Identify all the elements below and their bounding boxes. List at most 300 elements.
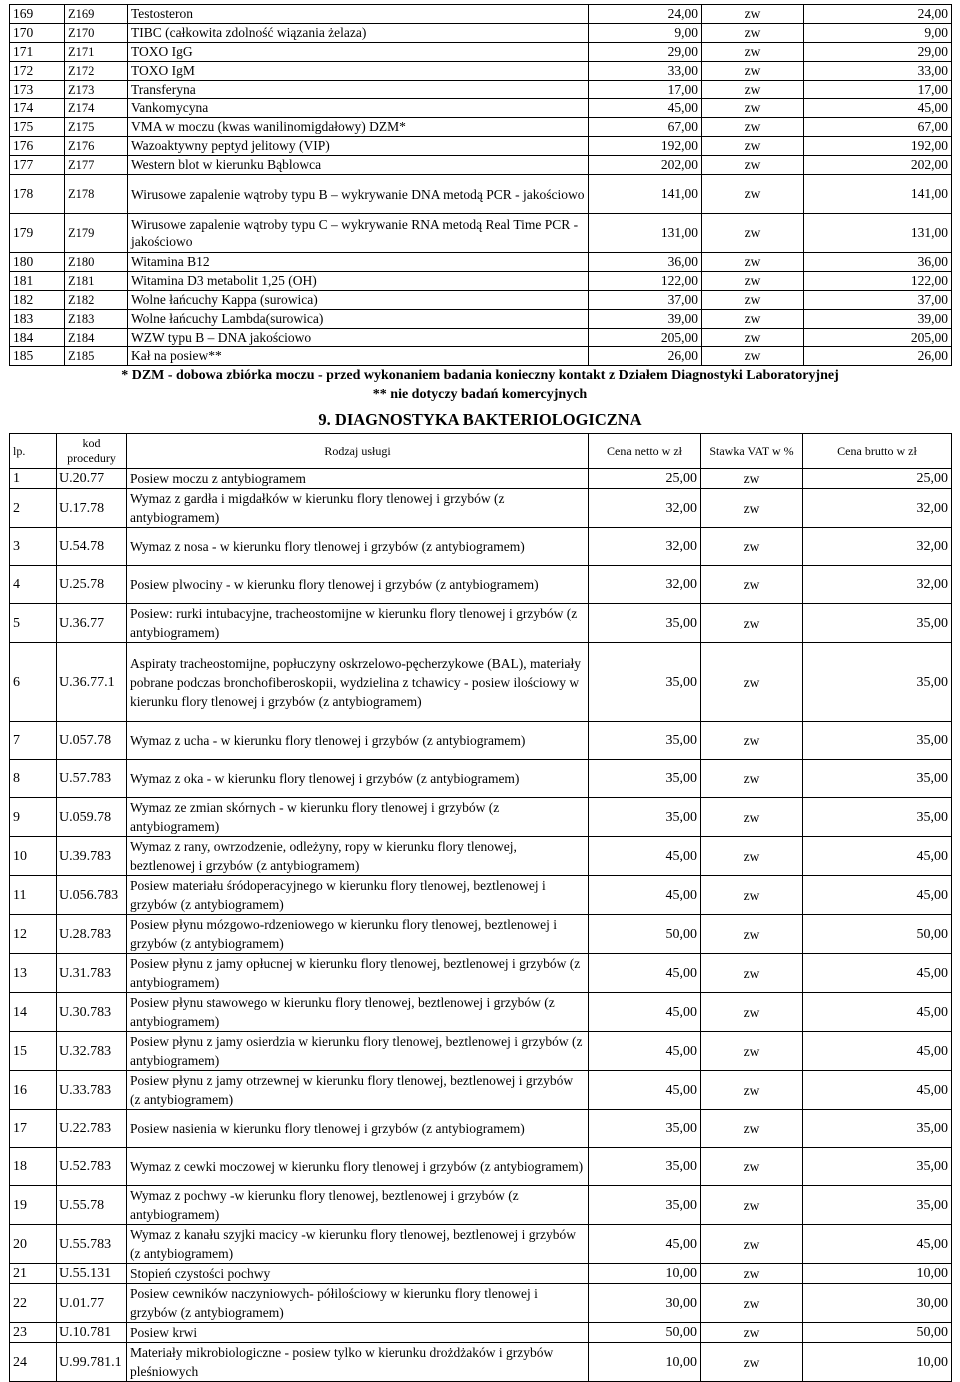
row-netto: 141,00 bbox=[589, 175, 702, 214]
row-lp: 178 bbox=[10, 175, 65, 214]
row-netto: 45,00 bbox=[589, 876, 701, 915]
row-usluga: Testosteron bbox=[128, 5, 589, 24]
row-netto: 45,00 bbox=[589, 1071, 701, 1110]
table-row bbox=[10, 253, 952, 272]
row-netto: 25,00 bbox=[589, 469, 701, 489]
row-kod: Z178 bbox=[65, 175, 128, 214]
row-brutto: 10,00 bbox=[803, 1264, 952, 1284]
row-netto: 32,00 bbox=[589, 489, 701, 528]
row-brutto: 17,00 bbox=[804, 80, 952, 99]
row-vat: zw bbox=[702, 61, 804, 80]
row-netto: 26,00 bbox=[589, 347, 702, 366]
table-row bbox=[10, 722, 952, 760]
row-brutto: 45,00 bbox=[803, 993, 952, 1032]
table-row bbox=[10, 80, 952, 99]
row-brutto: 32,00 bbox=[803, 528, 952, 566]
header-brutto: Cena brutto w zł bbox=[803, 434, 952, 469]
row-vat: zw bbox=[702, 309, 804, 328]
row-lp: 22 bbox=[10, 1284, 57, 1323]
row-usluga: Posiew cewników naczyniowych- półilościowy w kierunku flory tlenowej i grzybów (z antybiogramem) bbox=[127, 1284, 589, 1323]
header-vat: Stawka VAT w % bbox=[701, 434, 803, 469]
row-lp: 10 bbox=[10, 837, 57, 876]
row-kod: Z177 bbox=[65, 156, 128, 175]
row-lp: 173 bbox=[10, 80, 65, 99]
row-usluga: Stopień czystości pochwy bbox=[127, 1264, 589, 1284]
row-netto: 67,00 bbox=[589, 118, 702, 137]
row-kod: U.54.78 bbox=[57, 528, 127, 566]
row-usluga: Vankomycyna bbox=[128, 99, 589, 118]
row-usluga: Posiew płynu z jamy opłucnej w kierunku flory tlenowej, beztlenowej i grzybów (z antybiogramem) bbox=[127, 954, 589, 993]
row-kod: U.99.781.1 bbox=[57, 1343, 127, 1382]
row-kod: Z184 bbox=[65, 328, 128, 347]
row-netto: 32,00 bbox=[589, 528, 701, 566]
table-row bbox=[10, 1032, 952, 1071]
row-usluga: Wolne łańcuchy Lambda(surowica) bbox=[128, 309, 589, 328]
footnote-commercial: ** nie dotyczy badań komercyjnych bbox=[372, 387, 588, 403]
row-lp: 9 bbox=[10, 798, 57, 837]
row-vat: zw bbox=[701, 1110, 803, 1148]
row-lp: 20 bbox=[10, 1225, 57, 1264]
row-lp: 176 bbox=[10, 137, 65, 156]
row-kod: U.36.77 bbox=[57, 604, 127, 643]
row-kod: U.056.783 bbox=[57, 876, 127, 915]
row-kod: Z179 bbox=[65, 214, 128, 253]
row-usluga: Materiały mikrobiologiczne - posiew tylko w kierunku drożdżaków i grzybów pleśniowych bbox=[127, 1343, 589, 1382]
row-netto: 35,00 bbox=[589, 1110, 701, 1148]
row-vat: zw bbox=[701, 876, 803, 915]
row-kod: Z169 bbox=[65, 5, 128, 24]
row-lp: 180 bbox=[10, 253, 65, 272]
row-vat: zw bbox=[701, 643, 803, 722]
row-usluga: Posiew: rurki intubacyjne, tracheostomijne w kierunku flory tlenowej i grzybów (z antybiogramem) bbox=[127, 604, 589, 643]
row-netto: 35,00 bbox=[589, 1186, 701, 1225]
row-vat: zw bbox=[702, 80, 804, 99]
row-lp: 7 bbox=[10, 722, 57, 760]
row-lp: 6 bbox=[10, 643, 57, 722]
row-usluga: Wymaz z gardła i migdałków w kierunku flory tlenowej i grzybów (z antybiogramem) bbox=[127, 489, 589, 528]
row-brutto: 35,00 bbox=[803, 722, 952, 760]
row-netto: 45,00 bbox=[589, 837, 701, 876]
row-kod: U.33.783 bbox=[57, 1071, 127, 1110]
table-row bbox=[10, 271, 952, 290]
row-kod: U.10.781 bbox=[57, 1323, 127, 1343]
row-vat: zw bbox=[702, 347, 804, 366]
row-brutto: 25,00 bbox=[803, 469, 952, 489]
row-netto: 50,00 bbox=[589, 1323, 701, 1343]
row-usluga: Aspiraty tracheostomijne, popłuczyny oskrzelowo-pęcherzykowe (BAL), materiały pobrane podczas bronchofiberoskopii, wydzielina z tchawicy - posiew ilościowy w kierunku flory tlenowej i grzybów (z antybiogramem) bbox=[127, 643, 589, 722]
row-netto: 45,00 bbox=[589, 1225, 701, 1264]
row-vat: zw bbox=[701, 1071, 803, 1110]
row-netto: 205,00 bbox=[589, 328, 702, 347]
row-usluga: Posiew płynu z jamy osierdzia w kierunku flory tlenowej, beztlenowej i grzybów (z antybiogramem) bbox=[127, 1032, 589, 1071]
row-kod: Z173 bbox=[65, 80, 128, 99]
row-kod: U.55.783 bbox=[57, 1225, 127, 1264]
row-lp: 1 bbox=[10, 469, 57, 489]
table-row bbox=[10, 954, 952, 993]
row-lp: 13 bbox=[10, 954, 57, 993]
table-row bbox=[10, 528, 952, 566]
row-usluga: Transferyna bbox=[128, 80, 589, 99]
row-brutto: 122,00 bbox=[804, 271, 952, 290]
row-lp: 4 bbox=[10, 566, 57, 604]
row-netto: 35,00 bbox=[589, 643, 701, 722]
row-brutto: 37,00 bbox=[804, 290, 952, 309]
table-row bbox=[10, 993, 952, 1032]
row-lp: 2 bbox=[10, 489, 57, 528]
row-lp: 21 bbox=[10, 1264, 57, 1284]
row-kod: U.20.77 bbox=[57, 469, 127, 489]
row-netto: 122,00 bbox=[589, 271, 702, 290]
table-row bbox=[10, 290, 952, 309]
row-usluga: Kał na posiew** bbox=[128, 347, 589, 366]
row-brutto: 45,00 bbox=[803, 876, 952, 915]
row-usluga: VMA w moczu (kwas wanilinomigdałowy) DZM* bbox=[128, 118, 589, 137]
row-lp: 181 bbox=[10, 271, 65, 290]
table-row bbox=[10, 309, 952, 328]
lab-tests-table bbox=[9, 4, 952, 366]
row-netto: 35,00 bbox=[589, 604, 701, 643]
row-usluga: Wymaz z oka - w kierunku flory tlenowej i grzybów (z antybiogramem) bbox=[127, 760, 589, 798]
row-usluga: Posiew moczu z antybiogramem bbox=[127, 469, 589, 489]
row-lp: 24 bbox=[10, 1343, 57, 1382]
row-brutto: 26,00 bbox=[804, 347, 952, 366]
row-usluga: Wymaz z cewki moczowej w kierunku flory tlenowej i grzybów (z antybiogramem) bbox=[127, 1148, 589, 1186]
table-row bbox=[10, 469, 952, 489]
row-lp: 183 bbox=[10, 309, 65, 328]
bacteriology-table-body bbox=[10, 469, 952, 1382]
row-usluga: Wirusowe zapalenie wątroby typu C – wykrywanie RNA metodą Real Time PCR - jakościowo bbox=[128, 214, 589, 253]
table-row bbox=[10, 1323, 952, 1343]
row-netto: 35,00 bbox=[589, 722, 701, 760]
row-lp: 12 bbox=[10, 915, 57, 954]
table-row bbox=[10, 1110, 952, 1148]
row-netto: 45,00 bbox=[589, 1032, 701, 1071]
row-netto: 202,00 bbox=[589, 156, 702, 175]
row-lp: 15 bbox=[10, 1032, 57, 1071]
row-usluga: Wymaz z ucha - w kierunku flory tlenowej i grzybów (z antybiogramem) bbox=[127, 722, 589, 760]
row-usluga: Wymaz z nosa - w kierunku flory tlenowej i grzybów (z antybiogramem) bbox=[127, 528, 589, 566]
row-vat: zw bbox=[702, 23, 804, 42]
row-usluga: Posiew krwi bbox=[127, 1323, 589, 1343]
row-kod: U.36.77.1 bbox=[57, 643, 127, 722]
row-lp: 174 bbox=[10, 99, 65, 118]
row-lp: 18 bbox=[10, 1148, 57, 1186]
row-netto: 35,00 bbox=[589, 1148, 701, 1186]
row-brutto: 45,00 bbox=[804, 99, 952, 118]
row-kod: Z183 bbox=[65, 309, 128, 328]
row-usluga: TIBC (całkowita zdolność wiązania żelaza) bbox=[128, 23, 589, 42]
header-kod: kod procedury bbox=[57, 434, 127, 469]
row-vat: zw bbox=[701, 1148, 803, 1186]
table-row bbox=[10, 604, 952, 643]
row-brutto: 10,00 bbox=[803, 1343, 952, 1382]
row-netto: 35,00 bbox=[589, 760, 701, 798]
table-row bbox=[10, 328, 952, 347]
bacteriology-table bbox=[9, 433, 952, 1382]
row-netto: 45,00 bbox=[589, 954, 701, 993]
row-netto: 29,00 bbox=[589, 42, 702, 61]
table-row bbox=[10, 23, 952, 42]
row-netto: 32,00 bbox=[589, 566, 701, 604]
row-kod: U.28.783 bbox=[57, 915, 127, 954]
row-vat: zw bbox=[701, 760, 803, 798]
row-brutto: 35,00 bbox=[803, 1148, 952, 1186]
table-row bbox=[10, 1071, 952, 1110]
row-usluga: Witamina B12 bbox=[128, 253, 589, 272]
row-usluga: Posiew materiału śródoperacyjnego w kierunku flory tlenowej, beztlenowej i grzybów (z antybiogramem) bbox=[127, 876, 589, 915]
row-kod: Z170 bbox=[65, 23, 128, 42]
table-row bbox=[10, 915, 952, 954]
row-brutto: 30,00 bbox=[803, 1284, 952, 1323]
table-row bbox=[10, 760, 952, 798]
row-usluga: Witamina D3 metabolit 1,25 (OH) bbox=[128, 271, 589, 290]
row-vat: zw bbox=[701, 993, 803, 1032]
row-vat: zw bbox=[702, 137, 804, 156]
row-netto: 30,00 bbox=[589, 1284, 701, 1323]
row-brutto: 35,00 bbox=[803, 643, 952, 722]
row-netto: 35,00 bbox=[589, 798, 701, 837]
row-usluga: Wymaz z kanału szyjki macicy -w kierunku flory tlenowej, beztlenowej i grzybów (z antybiogramem) bbox=[127, 1225, 589, 1264]
row-kod: U.57.783 bbox=[57, 760, 127, 798]
row-kod: U.52.783 bbox=[57, 1148, 127, 1186]
footnotes bbox=[9, 366, 951, 404]
row-usluga: Posiew płynu mózgowo-rdzeniowego w kierunku flory tlenowej, beztlenowej i grzybów (z antybiogramem) bbox=[127, 915, 589, 954]
row-vat: zw bbox=[702, 290, 804, 309]
table-row bbox=[10, 214, 952, 253]
row-brutto: 45,00 bbox=[803, 1032, 952, 1071]
row-usluga: TOXO IgM bbox=[128, 61, 589, 80]
row-brutto: 45,00 bbox=[803, 1071, 952, 1110]
row-vat: zw bbox=[702, 253, 804, 272]
row-lp: 182 bbox=[10, 290, 65, 309]
table-row bbox=[10, 489, 952, 528]
row-lp: 14 bbox=[10, 993, 57, 1032]
row-brutto: 35,00 bbox=[803, 798, 952, 837]
lab-tests-table-body bbox=[10, 5, 952, 366]
table-row bbox=[10, 1186, 952, 1225]
row-brutto: 32,00 bbox=[803, 566, 952, 604]
table-row bbox=[10, 5, 952, 24]
row-lp: 172 bbox=[10, 61, 65, 80]
row-kod: Z180 bbox=[65, 253, 128, 272]
row-vat: zw bbox=[702, 214, 804, 253]
table-row bbox=[10, 1225, 952, 1264]
row-lp: 19 bbox=[10, 1186, 57, 1225]
row-brutto: 33,00 bbox=[804, 61, 952, 80]
row-usluga: Wymaz z pochwy -w kierunku flory tlenowej, beztlenowej i grzybów (z antybiogramem) bbox=[127, 1186, 589, 1225]
price-list-sheet bbox=[9, 4, 951, 1382]
table-row bbox=[10, 61, 952, 80]
row-brutto: 45,00 bbox=[803, 1225, 952, 1264]
row-vat: zw bbox=[702, 118, 804, 137]
row-brutto: 50,00 bbox=[803, 915, 952, 954]
row-vat: zw bbox=[702, 156, 804, 175]
row-kod: U.25.78 bbox=[57, 566, 127, 604]
row-usluga: TOXO IgG bbox=[128, 42, 589, 61]
row-kod: Z172 bbox=[65, 61, 128, 80]
row-vat: zw bbox=[701, 798, 803, 837]
row-netto: 17,00 bbox=[589, 80, 702, 99]
row-brutto: 205,00 bbox=[804, 328, 952, 347]
row-usluga: Posiew płynu stawowego w kierunku flory tlenowej, beztlenowej i grzybów (z antybiogramem) bbox=[127, 993, 589, 1032]
row-kod: Z182 bbox=[65, 290, 128, 309]
row-brutto: 67,00 bbox=[804, 118, 952, 137]
row-brutto: 45,00 bbox=[803, 954, 952, 993]
header-usluga: Rodzaj usługi bbox=[127, 434, 589, 469]
row-kod: U.057.78 bbox=[57, 722, 127, 760]
row-lp: 17 bbox=[10, 1110, 57, 1148]
row-usluga: Wolne łańcuchy Kappa (surowica) bbox=[128, 290, 589, 309]
row-lp: 179 bbox=[10, 214, 65, 253]
row-vat: zw bbox=[701, 469, 803, 489]
row-vat: zw bbox=[701, 1264, 803, 1284]
table-row bbox=[10, 1284, 952, 1323]
row-vat: zw bbox=[701, 1032, 803, 1071]
row-brutto: 29,00 bbox=[804, 42, 952, 61]
row-usluga: Western blot w kierunku Bąblowca bbox=[128, 156, 589, 175]
row-kod: U.059.78 bbox=[57, 798, 127, 837]
row-lp: 177 bbox=[10, 156, 65, 175]
table-row bbox=[10, 643, 952, 722]
row-kod: U.39.783 bbox=[57, 837, 127, 876]
row-vat: zw bbox=[701, 1186, 803, 1225]
row-netto: 39,00 bbox=[589, 309, 702, 328]
table-row bbox=[10, 566, 952, 604]
row-brutto: 35,00 bbox=[803, 1110, 952, 1148]
row-lp: 175 bbox=[10, 118, 65, 137]
row-kod: Z185 bbox=[65, 347, 128, 366]
row-usluga: Posiew nasienia w kierunku flory tlenowej i grzybów (z antybiogramem) bbox=[127, 1110, 589, 1148]
table-row bbox=[10, 798, 952, 837]
table-row bbox=[10, 1264, 952, 1284]
header-netto: Cena netto w zł bbox=[589, 434, 701, 469]
row-brutto: 35,00 bbox=[803, 760, 952, 798]
row-brutto: 32,00 bbox=[803, 489, 952, 528]
row-lp: 169 bbox=[10, 5, 65, 24]
row-brutto: 35,00 bbox=[803, 1186, 952, 1225]
row-netto: 131,00 bbox=[589, 214, 702, 253]
row-vat: zw bbox=[701, 915, 803, 954]
table-row bbox=[10, 137, 952, 156]
row-brutto: 36,00 bbox=[804, 253, 952, 272]
row-lp: 170 bbox=[10, 23, 65, 42]
row-vat: zw bbox=[701, 489, 803, 528]
row-netto: 50,00 bbox=[589, 915, 701, 954]
row-vat: zw bbox=[702, 271, 804, 290]
row-lp: 16 bbox=[10, 1071, 57, 1110]
row-kod: Z176 bbox=[65, 137, 128, 156]
row-lp: 11 bbox=[10, 876, 57, 915]
header-lp: lp. bbox=[10, 434, 57, 469]
table-header-row bbox=[10, 434, 952, 469]
row-lp: 3 bbox=[10, 528, 57, 566]
row-netto: 33,00 bbox=[589, 61, 702, 80]
table-row bbox=[10, 175, 952, 214]
table-row bbox=[10, 1343, 952, 1382]
row-vat: zw bbox=[701, 566, 803, 604]
table-row bbox=[10, 99, 952, 118]
row-lp: 185 bbox=[10, 347, 65, 366]
table-row bbox=[10, 837, 952, 876]
row-vat: zw bbox=[701, 722, 803, 760]
row-vat: zw bbox=[702, 328, 804, 347]
row-brutto: 9,00 bbox=[804, 23, 952, 42]
row-brutto: 131,00 bbox=[804, 214, 952, 253]
row-netto: 45,00 bbox=[589, 99, 702, 118]
row-kod: Z181 bbox=[65, 271, 128, 290]
table-row bbox=[10, 347, 952, 366]
row-vat: zw bbox=[702, 5, 804, 24]
row-netto: 10,00 bbox=[589, 1343, 701, 1382]
row-brutto: 39,00 bbox=[804, 309, 952, 328]
row-vat: zw bbox=[702, 99, 804, 118]
row-brutto: 141,00 bbox=[804, 175, 952, 214]
row-netto: 37,00 bbox=[589, 290, 702, 309]
row-kod: U.22.783 bbox=[57, 1110, 127, 1148]
table-row bbox=[10, 118, 952, 137]
row-vat: zw bbox=[701, 1343, 803, 1382]
row-vat: zw bbox=[701, 528, 803, 566]
row-vat: zw bbox=[701, 1323, 803, 1343]
row-vat: zw bbox=[701, 837, 803, 876]
row-brutto: 50,00 bbox=[803, 1323, 952, 1343]
row-brutto: 24,00 bbox=[804, 5, 952, 24]
row-lp: 23 bbox=[10, 1323, 57, 1343]
row-usluga: Posiew płynu z jamy otrzewnej w kierunku flory tlenowej, beztlenowej i grzybów (z antybiogramem) bbox=[127, 1071, 589, 1110]
row-vat: zw bbox=[702, 42, 804, 61]
row-netto: 192,00 bbox=[589, 137, 702, 156]
row-kod: U.31.783 bbox=[57, 954, 127, 993]
row-brutto: 192,00 bbox=[804, 137, 952, 156]
row-lp: 171 bbox=[10, 42, 65, 61]
row-vat: zw bbox=[702, 175, 804, 214]
table-row bbox=[10, 876, 952, 915]
row-brutto: 45,00 bbox=[803, 837, 952, 876]
row-netto: 24,00 bbox=[589, 5, 702, 24]
section-title: 9. DIAGNOSTYKA BAKTERIOLOGICZNA bbox=[318, 410, 642, 430]
row-kod: U.01.77 bbox=[57, 1284, 127, 1323]
row-kod: U.30.783 bbox=[57, 993, 127, 1032]
row-usluga: Wymaz z rany, owrzodzenie, odleżyny, ropy w kierunku flory tlenowej, beztlenowej i grzybów (z antybiogramem) bbox=[127, 837, 589, 876]
row-netto: 10,00 bbox=[589, 1264, 701, 1284]
row-kod: Z174 bbox=[65, 99, 128, 118]
footnote-dzm: * DZM - dobowa zbiórka moczu - przed wykonaniem badania konieczny kontakt z Działem Diagnostyki Laboratoryjnej bbox=[121, 368, 839, 384]
row-lp: 5 bbox=[10, 604, 57, 643]
row-kod: U.55.78 bbox=[57, 1186, 127, 1225]
row-netto: 9,00 bbox=[589, 23, 702, 42]
row-kod: U.17.78 bbox=[57, 489, 127, 528]
row-vat: zw bbox=[701, 1225, 803, 1264]
row-vat: zw bbox=[701, 954, 803, 993]
table-row bbox=[10, 156, 952, 175]
row-netto: 36,00 bbox=[589, 253, 702, 272]
row-netto: 45,00 bbox=[589, 993, 701, 1032]
row-kod: Z171 bbox=[65, 42, 128, 61]
row-kod: Z175 bbox=[65, 118, 128, 137]
row-lp: 184 bbox=[10, 328, 65, 347]
row-kod: U.55.131 bbox=[57, 1264, 127, 1284]
row-usluga: Wazoaktywny peptyd jelitowy (VIP) bbox=[128, 137, 589, 156]
row-lp: 8 bbox=[10, 760, 57, 798]
row-usluga: WZW typu B – DNA jakościowo bbox=[128, 328, 589, 347]
row-brutto: 202,00 bbox=[804, 156, 952, 175]
row-usluga: Posiew plwociny - w kierunku flory tlenowej i grzybów (z antybiogramem) bbox=[127, 566, 589, 604]
table-row bbox=[10, 1148, 952, 1186]
row-vat: zw bbox=[701, 604, 803, 643]
row-usluga: Wymaz ze zmian skórnych - w kierunku flory tlenowej i grzybów (z antybiogramem) bbox=[127, 798, 589, 837]
table-row bbox=[10, 42, 952, 61]
row-kod: U.32.783 bbox=[57, 1032, 127, 1071]
